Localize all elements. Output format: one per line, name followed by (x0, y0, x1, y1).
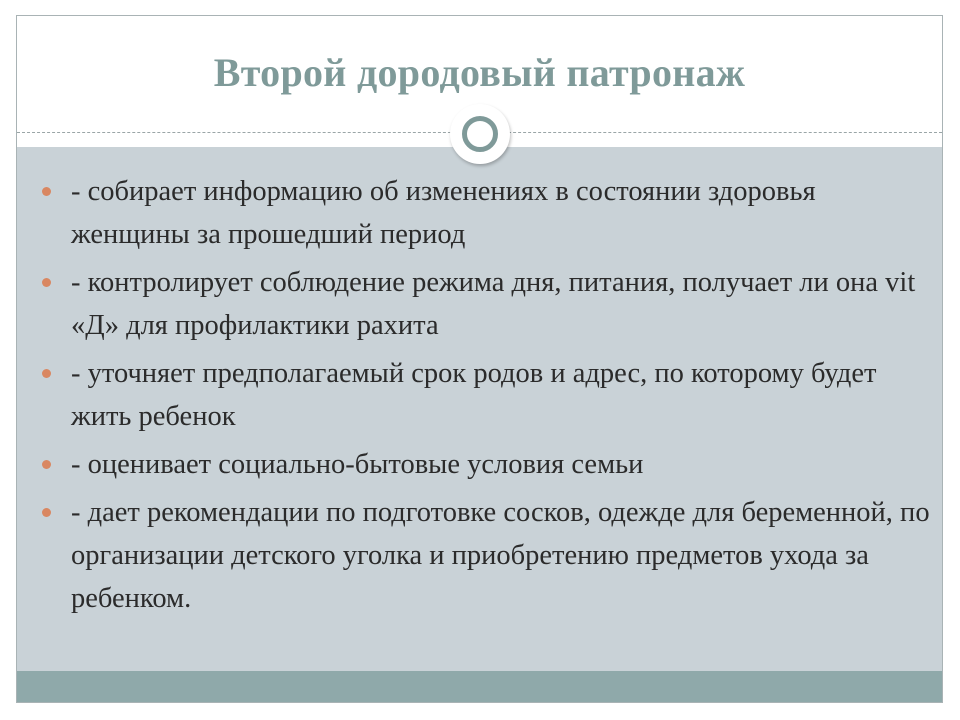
ring-outer-circle (450, 104, 510, 164)
bullet-dot-icon (42, 369, 51, 378)
bullet-dot-icon (42, 278, 51, 287)
bullet-text: - дает рекомендации по подготовке сосков, одежде для беременной, по организации детского уголка и приобретению предметов ухода за ребенком. (71, 497, 930, 614)
bullet-dot-icon (42, 460, 51, 469)
bullet-dot-icon (42, 187, 51, 196)
circle-icon (462, 116, 498, 152)
bullet-item (42, 352, 932, 438)
ring-ornament (447, 107, 515, 163)
bullet-dot-icon (42, 508, 51, 517)
bullet-text: - собирает информацию об изменениях в состоянии здоровья женщины за прошедший период (71, 176, 816, 250)
bullet-item (42, 261, 932, 347)
bullet-item (42, 443, 932, 486)
slide-title: Второй дородовый патронаж (213, 49, 746, 95)
bullet-item (42, 491, 932, 620)
bullet-text: - уточняет предполагаемый срок родов и адрес, по которому будет жить ребенок (71, 358, 877, 432)
bullet-list (42, 170, 932, 625)
bullet-text: - контролирует соблюдение режима дня, питания, получает ли она vit «Д» для профилактики рахита (71, 267, 916, 341)
footer-band (17, 671, 942, 702)
bullet-item (42, 170, 932, 256)
bullet-text: - оценивает социально-бытовые условия семьи (71, 449, 644, 480)
